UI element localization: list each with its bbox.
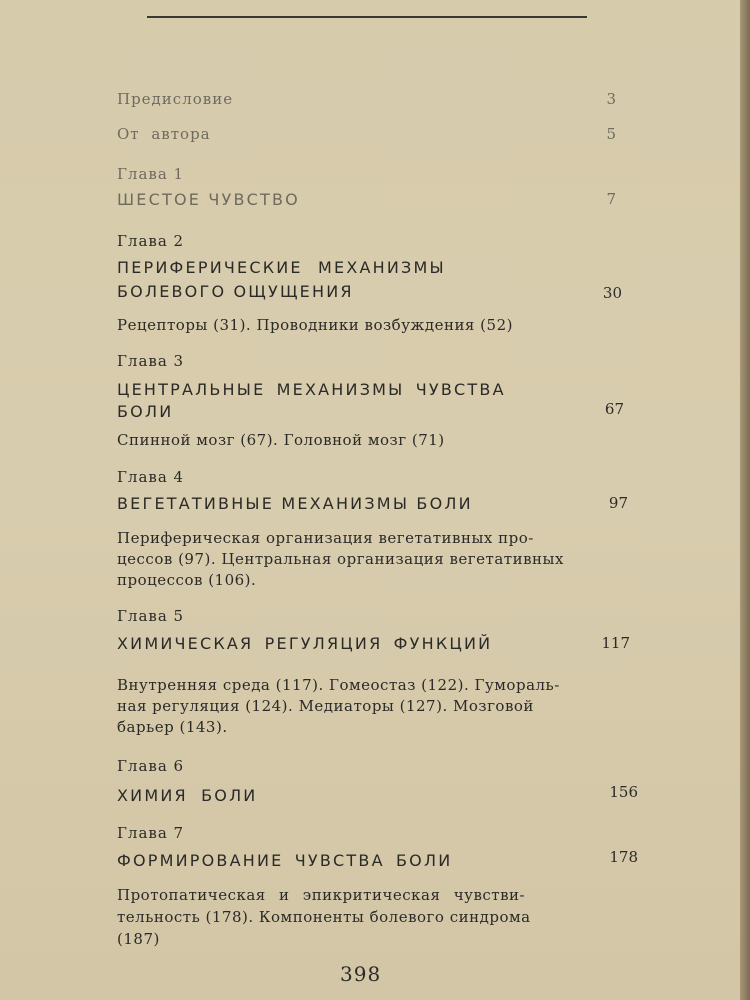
chapter-5-label: Глава 5	[117, 607, 185, 625]
chapter-4-label: Глава 4	[117, 468, 185, 486]
chapter-3-subtopics: Спинной мозг (67). Головной мозг (71)	[117, 431, 445, 449]
chapter-5-subtopics-line1: Внутренняя среда (117). Гомеостаз (122). Гумораль-	[117, 676, 560, 694]
author-title: От автора	[117, 125, 211, 143]
chapter-1-title: ШЕСТОЕ ЧУВСТВО	[117, 190, 300, 209]
chapter-2-label: Глава 2	[117, 232, 185, 250]
chapter-5-title: ХИМИЧЕСКАЯ РЕГУЛЯЦИЯ ФУНКЦИЙ	[117, 634, 493, 653]
book-spine-shadow	[740, 0, 750, 1000]
chapter-2-page: 30	[602, 284, 622, 302]
chapter-6-page: 156	[609, 783, 638, 801]
chapter-3-title-line2: БОЛИ	[117, 402, 174, 421]
chapter-2-title-line2: БОЛЕВОГО ОЩУЩЕНИЯ	[117, 282, 354, 301]
chapter-7-title: ФОРМИРОВАНИЕ ЧУВСТВА БОЛИ	[117, 851, 453, 870]
preface-title: Предисловие	[117, 90, 234, 108]
chapter-3-title-line1: ЦЕНТРАЛЬНЫЕ МЕХАНИЗМЫ ЧУВСТВА	[117, 380, 506, 399]
page-number: 398	[340, 962, 382, 986]
chapter-2-subtopics: Рецепторы (31). Проводники возбуждения (52)	[117, 316, 513, 334]
chapter-7-page: 178	[609, 848, 638, 866]
chapter-7-label: Глава 7	[117, 824, 185, 842]
chapter-4-subtopics-line3: процессов (106).	[117, 571, 257, 589]
chapter-6-label: Глава 6	[117, 757, 185, 775]
chapter-5-subtopics-line2: ная регуляция (124). Медиаторы (127). Мозговой	[117, 697, 534, 715]
chapter-4-title: ВЕГЕТАТИВНЫЕ МЕХАНИЗМЫ БОЛИ	[117, 494, 473, 513]
chapter-7-subtopics-line2: тельность (178). Компоненты болевого синдрома	[117, 908, 531, 926]
author-page: 5	[606, 125, 616, 143]
chapter-1-label: Глава 1	[117, 165, 185, 183]
preface-page: 3	[606, 90, 616, 108]
chapter-7-subtopics-line1: Протопатическая и эпикритическая чувстви-	[117, 886, 526, 904]
chapter-4-subtopics-line2: цессов (97). Центральная организация вегетативных	[117, 550, 564, 568]
top-rule	[147, 16, 587, 18]
chapter-7-subtopics-line3: (187)	[117, 930, 160, 948]
chapter-1-page: 7	[606, 190, 616, 208]
chapter-5-subtopics-line3: барьер (143).	[117, 718, 228, 736]
chapter-5-page: 117	[601, 634, 630, 652]
chapter-3-label: Глава 3	[117, 352, 185, 370]
chapter-2-title-line1: ПЕРИФЕРИЧЕСКИЕ МЕХАНИЗМЫ	[117, 258, 446, 277]
chapter-4-page: 97	[608, 494, 628, 512]
chapter-6-title: ХИМИЯ БОЛИ	[117, 786, 258, 805]
chapter-4-subtopics-line1: Периферическая организация вегетативных про-	[117, 529, 534, 547]
chapter-3-page: 67	[604, 400, 624, 418]
